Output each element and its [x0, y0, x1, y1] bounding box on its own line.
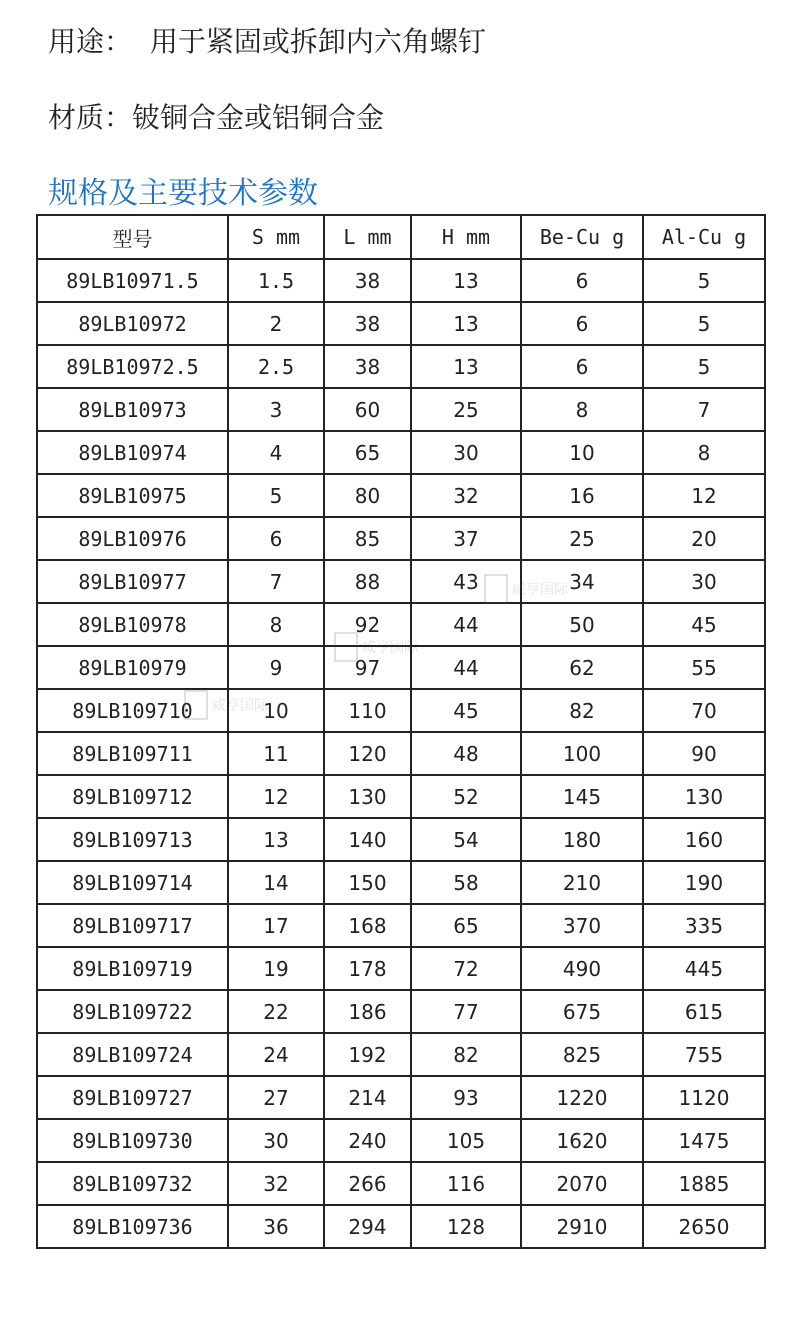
watermark-text: 咸亨国际 [212, 698, 268, 714]
table-row [37, 904, 765, 947]
value-cell: 186 [324, 990, 411, 1033]
table-row [37, 345, 765, 388]
header-cell: H mm [411, 215, 521, 259]
material-line [48, 96, 384, 136]
value-cell: 60 [324, 388, 411, 431]
value-cell: 210 [521, 861, 643, 904]
table-row [37, 431, 765, 474]
value-cell: 58 [411, 861, 521, 904]
model-cell: 89LB10973 [37, 388, 228, 431]
value-cell: 82 [411, 1033, 521, 1076]
value-cell: 100 [521, 732, 643, 775]
model-cell: 89LB109710 [37, 689, 228, 732]
value-cell: 105 [411, 1119, 521, 1162]
value-cell: 6 [521, 259, 643, 302]
table-row [37, 775, 765, 818]
table-row [37, 259, 765, 302]
model-cell: 89LB109711 [37, 732, 228, 775]
value-cell: 34 [521, 560, 643, 603]
value-cell: 92 [324, 603, 411, 646]
value-cell: 62 [521, 646, 643, 689]
table-row [37, 517, 765, 560]
value-cell: 445 [643, 947, 765, 990]
value-cell: 16 [521, 474, 643, 517]
value-cell: 1120 [643, 1076, 765, 1119]
value-cell: 8 [228, 603, 324, 646]
header-cell: S mm [228, 215, 324, 259]
model-cell: 89LB10972.5 [37, 345, 228, 388]
value-cell: 7 [643, 388, 765, 431]
value-cell: 9 [228, 646, 324, 689]
value-cell: 116 [411, 1162, 521, 1205]
value-cell: 54 [411, 818, 521, 861]
header-cell: 型号 [37, 215, 228, 259]
value-cell: 1220 [521, 1076, 643, 1119]
value-cell: 140 [324, 818, 411, 861]
material-text: 铍铜合金或铝铜合金 [132, 101, 385, 134]
value-cell: 240 [324, 1119, 411, 1162]
value-cell: 65 [411, 904, 521, 947]
value-cell: 27 [228, 1076, 324, 1119]
value-cell: 12 [228, 775, 324, 818]
value-cell: 8 [521, 388, 643, 431]
usage-line [48, 20, 486, 60]
value-cell: 180 [521, 818, 643, 861]
value-cell: 25 [411, 388, 521, 431]
table-row [37, 732, 765, 775]
value-cell: 120 [324, 732, 411, 775]
value-cell: 675 [521, 990, 643, 1033]
model-cell: 89LB109724 [37, 1033, 228, 1076]
value-cell: 2650 [643, 1205, 765, 1248]
table-row [37, 1162, 765, 1205]
value-cell: 43 [411, 560, 521, 603]
value-cell: 38 [324, 302, 411, 345]
table-row [37, 1033, 765, 1076]
value-cell: 25 [521, 517, 643, 560]
model-cell: 89LB109712 [37, 775, 228, 818]
value-cell: 12 [643, 474, 765, 517]
model-cell: 89LB10978 [37, 603, 228, 646]
model-cell: 89LB109732 [37, 1162, 228, 1205]
value-cell: 50 [521, 603, 643, 646]
value-cell: 93 [411, 1076, 521, 1119]
spec-table [36, 214, 766, 1249]
value-cell: 2.5 [228, 345, 324, 388]
value-cell: 130 [324, 775, 411, 818]
table-row [37, 302, 765, 345]
value-cell: 80 [324, 474, 411, 517]
value-cell: 77 [411, 990, 521, 1033]
value-cell: 30 [411, 431, 521, 474]
value-cell: 36 [228, 1205, 324, 1248]
value-cell: 6 [521, 302, 643, 345]
value-cell: 37 [411, 517, 521, 560]
value-cell: 14 [228, 861, 324, 904]
value-cell: 2910 [521, 1205, 643, 1248]
value-cell: 192 [324, 1033, 411, 1076]
value-cell: 30 [643, 560, 765, 603]
table-row [37, 861, 765, 904]
model-cell: 89LB109730 [37, 1119, 228, 1162]
model-cell: 89LB10979 [37, 646, 228, 689]
table-body [37, 259, 765, 1248]
watermark-text: 咸亨国际 [512, 582, 568, 598]
table-header-row [37, 215, 765, 259]
value-cell: 24 [228, 1033, 324, 1076]
value-cell: 13 [411, 302, 521, 345]
value-cell: 128 [411, 1205, 521, 1248]
value-cell: 20 [643, 517, 765, 560]
value-cell: 45 [411, 689, 521, 732]
value-cell: 7 [228, 560, 324, 603]
table-row [37, 646, 765, 689]
table-row [37, 560, 765, 603]
value-cell: 178 [324, 947, 411, 990]
value-cell: 2 [228, 302, 324, 345]
table-row [37, 1076, 765, 1119]
value-cell: 5 [643, 345, 765, 388]
value-cell: 44 [411, 646, 521, 689]
model-cell: 89LB10972 [37, 302, 228, 345]
value-cell: 825 [521, 1033, 643, 1076]
table-row [37, 474, 765, 517]
value-cell: 44 [411, 603, 521, 646]
value-cell: 335 [643, 904, 765, 947]
value-cell: 168 [324, 904, 411, 947]
value-cell: 3 [228, 388, 324, 431]
model-cell: 89LB109736 [37, 1205, 228, 1248]
value-cell: 13 [228, 818, 324, 861]
material-label: 材质： [48, 101, 133, 134]
value-cell: 8 [643, 431, 765, 474]
model-cell: 89LB109717 [37, 904, 228, 947]
value-cell: 10 [228, 689, 324, 732]
model-cell: 89LB10977 [37, 560, 228, 603]
table-row [37, 603, 765, 646]
value-cell: 82 [521, 689, 643, 732]
value-cell: 13 [411, 259, 521, 302]
value-cell: 22 [228, 990, 324, 1033]
value-cell: 190 [643, 861, 765, 904]
table-row [37, 1119, 765, 1162]
value-cell: 32 [411, 474, 521, 517]
value-cell: 5 [643, 259, 765, 302]
header-cell: L mm [324, 215, 411, 259]
value-cell: 32 [228, 1162, 324, 1205]
value-cell: 160 [643, 818, 765, 861]
value-cell: 55 [643, 646, 765, 689]
header-cell: Be-Cu g [521, 215, 643, 259]
value-cell: 5 [643, 302, 765, 345]
watermark-text: 咸亨国际 [362, 640, 418, 656]
value-cell: 6 [228, 517, 324, 560]
value-cell: 6 [521, 345, 643, 388]
header-cell: Al-Cu g [643, 215, 765, 259]
value-cell: 13 [411, 345, 521, 388]
usage-label: 用途： [48, 25, 133, 58]
value-cell: 755 [643, 1033, 765, 1076]
model-cell: 89LB10975 [37, 474, 228, 517]
table-row [37, 388, 765, 431]
value-cell: 110 [324, 689, 411, 732]
value-cell: 1.5 [228, 259, 324, 302]
value-cell: 150 [324, 861, 411, 904]
value-cell: 1475 [643, 1119, 765, 1162]
section-title: 规格及主要技术参数 [48, 176, 318, 211]
value-cell: 38 [324, 345, 411, 388]
value-cell: 2070 [521, 1162, 643, 1205]
value-cell: 85 [324, 517, 411, 560]
value-cell: 145 [521, 775, 643, 818]
model-cell: 89LB109714 [37, 861, 228, 904]
model-cell: 89LB10976 [37, 517, 228, 560]
value-cell: 5 [228, 474, 324, 517]
value-cell: 10 [521, 431, 643, 474]
value-cell: 72 [411, 947, 521, 990]
value-cell: 490 [521, 947, 643, 990]
model-cell: 89LB10974 [37, 431, 228, 474]
model-cell: 89LB109719 [37, 947, 228, 990]
usage-text: 用于紧固或拆卸内六角螺钉 [149, 25, 486, 58]
value-cell: 70 [643, 689, 765, 732]
model-cell: 89LB109713 [37, 818, 228, 861]
value-cell: 294 [324, 1205, 411, 1248]
value-cell: 130 [643, 775, 765, 818]
model-cell: 89LB109727 [37, 1076, 228, 1119]
value-cell: 38 [324, 259, 411, 302]
value-cell: 1620 [521, 1119, 643, 1162]
value-cell: 90 [643, 732, 765, 775]
value-cell: 266 [324, 1162, 411, 1205]
table-row [37, 947, 765, 990]
value-cell: 370 [521, 904, 643, 947]
model-cell: 89LB10971.5 [37, 259, 228, 302]
value-cell: 11 [228, 732, 324, 775]
value-cell: 17 [228, 904, 324, 947]
value-cell: 45 [643, 603, 765, 646]
table-row [37, 990, 765, 1033]
table-row [37, 818, 765, 861]
value-cell: 214 [324, 1076, 411, 1119]
value-cell: 4 [228, 431, 324, 474]
value-cell: 19 [228, 947, 324, 990]
value-cell: 97 [324, 646, 411, 689]
value-cell: 88 [324, 560, 411, 603]
value-cell: 48 [411, 732, 521, 775]
value-cell: 52 [411, 775, 521, 818]
model-cell: 89LB109722 [37, 990, 228, 1033]
value-cell: 1885 [643, 1162, 765, 1205]
value-cell: 615 [643, 990, 765, 1033]
value-cell: 65 [324, 431, 411, 474]
table-row [37, 1205, 765, 1248]
table-row [37, 689, 765, 732]
value-cell: 30 [228, 1119, 324, 1162]
